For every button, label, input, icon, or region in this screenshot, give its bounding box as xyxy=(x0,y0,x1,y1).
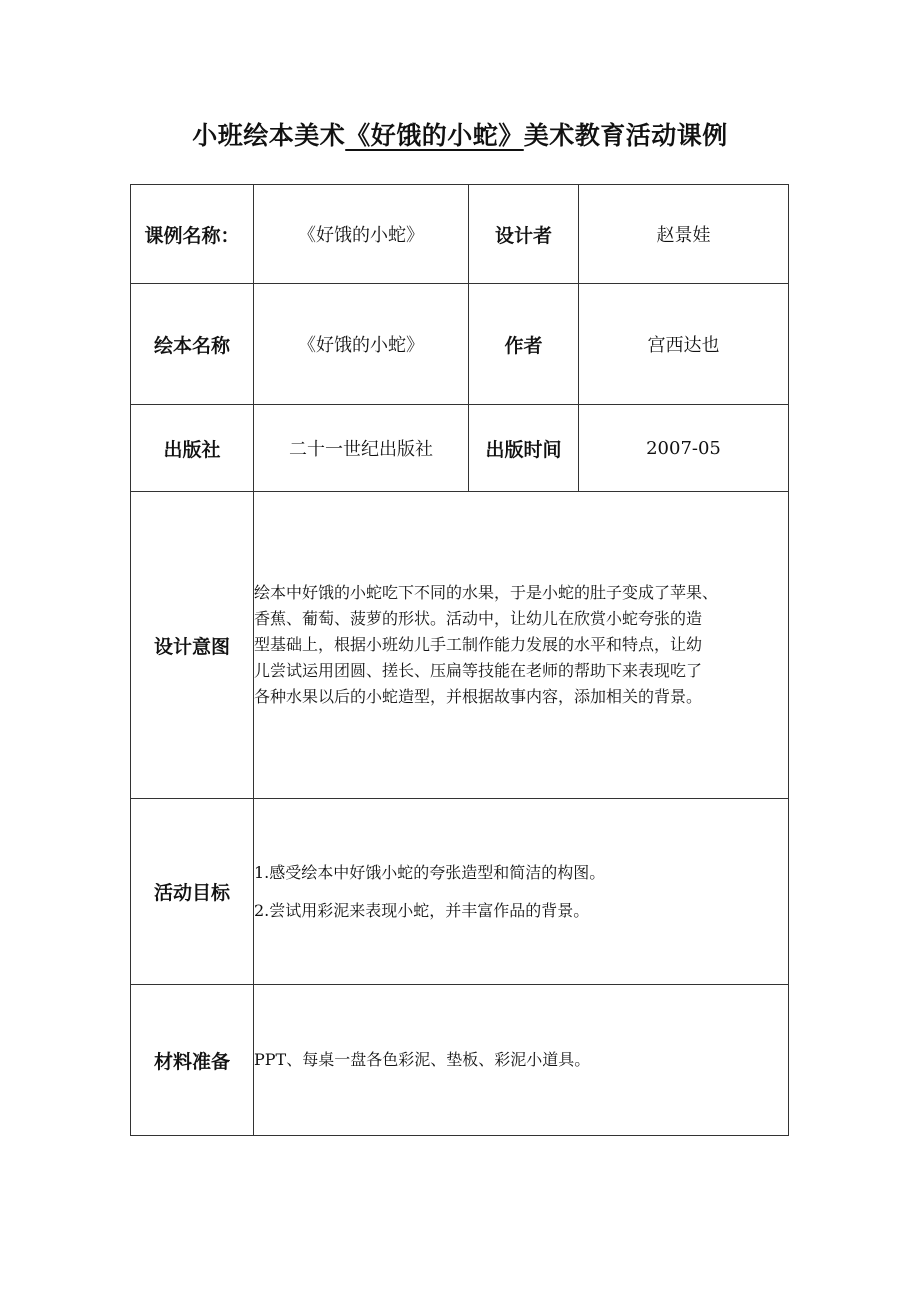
design-intent-text xyxy=(254,492,789,799)
lesson-plan-table xyxy=(130,184,789,1136)
design-intent-line: 香蕉、葡萄、菠萝的形状。活动中，让幼儿在欣赏小蛇夸张的造 xyxy=(254,609,703,628)
design-intent-line: 儿尝试运用团圆、搓长、压扁等技能在老师的帮助下来表现吃了 xyxy=(254,661,703,680)
design-intent-line: 绘本中好饿的小蛇吃下不同的水果，于是小蛇的肚子变成了苹果、 xyxy=(254,583,719,602)
design-intent-line: 各种水果以后的小蛇造型，并根据故事内容，添加相关的背景。 xyxy=(254,687,703,706)
goal-item: 2.尝试用彩泥来表现小蛇，并丰富作品的背景。 xyxy=(254,900,590,920)
goals-text xyxy=(254,799,789,985)
pub-date-label: 出版时间 xyxy=(469,405,579,492)
materials-text: PPT、每桌一盘各色彩泥、垫板、彩泥小道具。 xyxy=(254,985,789,1136)
title-book-name: 《好饿的小蛇》 xyxy=(345,121,524,150)
goals-label: 活动目标 xyxy=(131,799,254,985)
book-name-label: 绘本名称 xyxy=(131,284,254,405)
design-intent-label: 设计意图 xyxy=(131,492,254,799)
title-suffix: 美术教育活动课例 xyxy=(523,121,728,150)
design-intent-line: 型基础上，根据小班幼儿手工制作能力发展的水平和特点，让幼 xyxy=(254,635,703,654)
materials-label: 材料准备 xyxy=(131,985,254,1136)
designer-label: 设计者 xyxy=(469,185,579,284)
designer-value: 赵景娃 xyxy=(579,185,789,284)
author-value: 宫西达也 xyxy=(579,284,789,405)
row-goals xyxy=(131,799,789,985)
row-lesson-name xyxy=(131,185,789,284)
publisher-label: 出版社 xyxy=(131,405,254,492)
lesson-name-label: 课例名称： xyxy=(131,185,254,284)
row-publisher xyxy=(131,405,789,492)
lesson-name-value: 《好饿的小蛇》 xyxy=(254,185,469,284)
row-design-intent xyxy=(131,492,789,799)
book-name-value: 《好饿的小蛇》 xyxy=(254,284,469,405)
title-prefix: 小班绘本美术 xyxy=(192,121,346,150)
publisher-value: 二十一世纪出版社 xyxy=(254,405,469,492)
row-book-name xyxy=(131,284,789,405)
page-title xyxy=(0,116,920,156)
pub-date-value: 2007-05 xyxy=(579,405,789,492)
author-label: 作者 xyxy=(469,284,579,405)
row-materials xyxy=(131,985,789,1136)
goal-item: 1.感受绘本中好饿小蛇的夸张造型和简洁的构图。 xyxy=(254,862,606,882)
